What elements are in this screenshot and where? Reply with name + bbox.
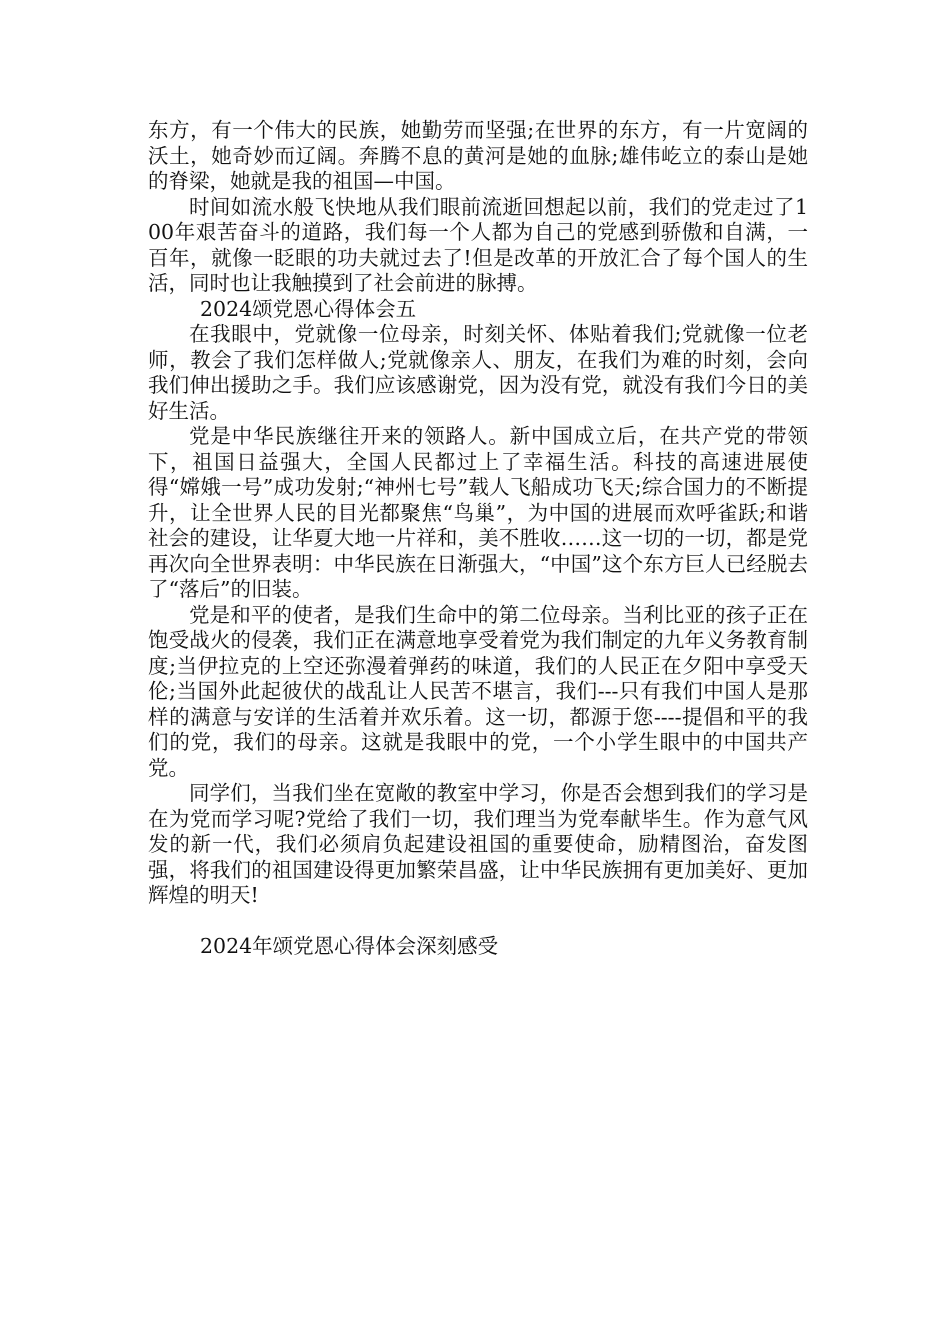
paragraph-2: 时间如流水般飞快地从我们眼前流逝回想起以前，我们的党走过了100年艰苦奋斗的道路，我们每一个人都为自己的党感到骄傲和自满，一百年，就像一眨眼的功夫就过去了!但是改革的开放汇合了每个国人的生活，同时也让我触摸到了社会前进的脉搏。 (148, 194, 808, 295)
paragraph-4: 党是中华民族继往开来的领路人。新中国成立后，在共产党的带领下，祖国日益强大，全国人民都过上了幸福生活。科技的高速进展使得“嫦娥一号”成功发射;“神州七号”载人飞船成功飞天;综合国力的不断提升，让全世界人民的目光都聚焦“鸟巢”，为中国的进展而欢呼雀跃;和谐社会的建设，让华夏大地一片祥和，美不胜收……这一切的一切，都是党再次向全世界表明：中华民族在日渐强大，“中国”这个东方巨人已经脱去了“落后”的旧装。 (148, 424, 808, 601)
paragraph-5: 党是和平的使者，是我们生命中的第二位母亲。当利比亚的孩子正在饱受战火的侵袭，我们正在满意地享受着党为我们制定的九年义务教育制度;当伊拉克的上空还弥漫着弹药的味道，我们的人民正在夕阳中享受天伦;当国外此起彼伏的战乱让人民苦不堪言，我们---只有我们中国人是那样的满意与安详的生活着并欢乐着。这一切，都源于您----提倡和平的我们的党，我们的母亲。这就是我眼中的党，一个小学生眼中的中国共产党。 (148, 602, 808, 780)
blank-line (148, 909, 808, 935)
paragraph-1: 东方，有一个伟大的民族，她勤劳而坚强;在世界的东方，有一片宽阔的沃土，她奇妙而辽阔。奔腾不息的黄河是她的血脉;雄伟屹立的泰山是她的脊梁，她就是我的祖国—中国。 (148, 118, 808, 193)
document-page (148, 118, 808, 960)
paragraph-6: 同学们，当我们坐在宽敞的教室中学习，你是否会想到我们的学习是在为党而学习呢?党给了我们一切，我们理当为党奉献毕生。作为意气风发的新一代，我们必须肩负起建设祖国的重要使命，励精图治，奋发图强，将我们的祖国建设得更加繁荣昌盛，让中华民族拥有更加美好、更加辉煌的明天! (148, 781, 808, 907)
section-heading: 2024颂党恩心得体会五 (200, 296, 417, 321)
final-heading: 2024年颂党恩心得体会深刻感受 (200, 934, 499, 958)
paragraph-3: 在我眼中，党就像一位母亲，时刻关怀、体贴着我们;党就像一位老师，教会了我们怎样做人;党就像亲人、朋友，在我们为难的时刻，会向我们伸出援助之手。我们应该感谢党，因为没有党，就没有我们今日的美好生活。 (148, 322, 808, 423)
